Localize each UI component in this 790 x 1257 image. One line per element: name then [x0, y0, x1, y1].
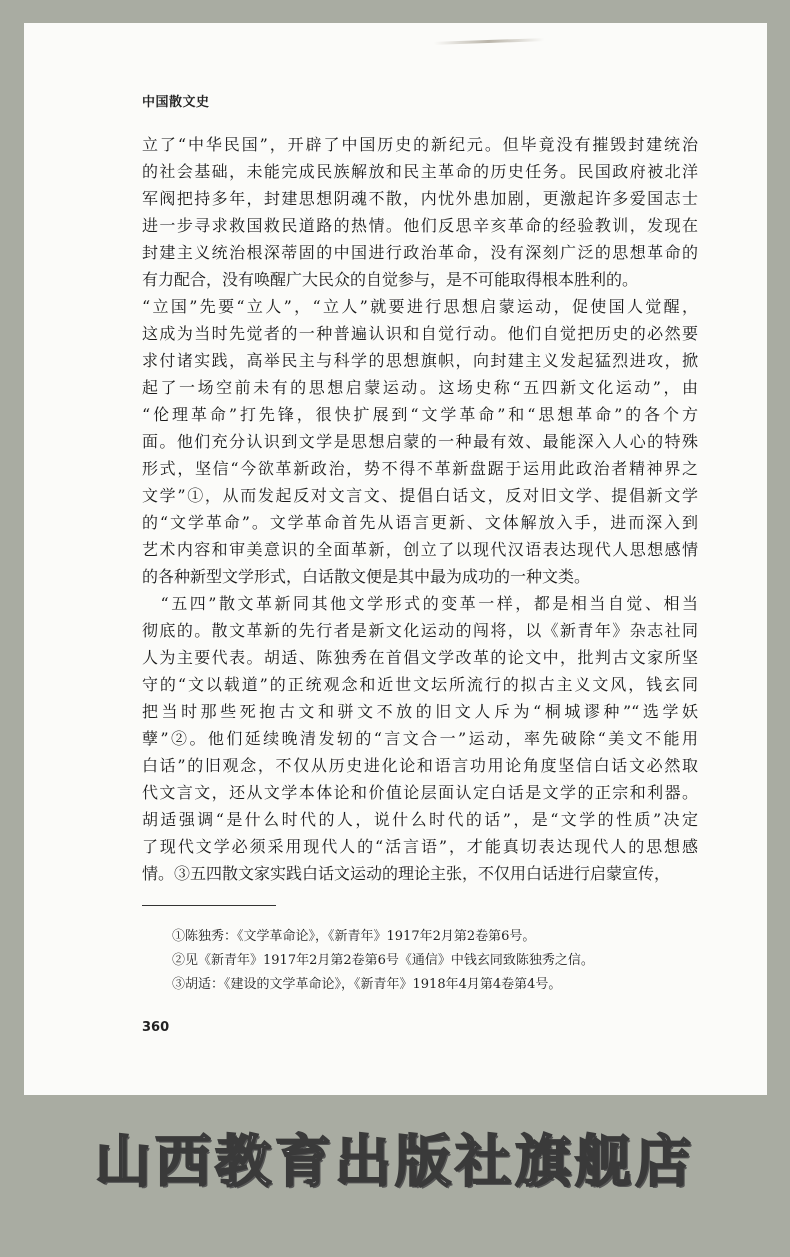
body-line: 的社会基础，未能完成民族解放和民主革命的历史任务。民国政府被北洋 [142, 162, 698, 181]
body-line: 面。他们充分认识到文学是思想启蒙的一种最有效、最能深入人心的特殊 [142, 432, 698, 451]
footnote-rule [142, 905, 276, 906]
body-line: 起了一场空前未有的思想启蒙运动。这场史称“五四新文化运动”，由 [142, 378, 698, 397]
store-banner: 山西教育出版社旗舰店 [95, 1130, 695, 1195]
body-line: 守的“文以载道”的正统观念和近世文坛所流行的拟古主义文风，钱玄同 [142, 675, 698, 694]
body-line: 进一步寻求救国救民道路的热情。他们反思辛亥革命的经验教训，发现在 [142, 216, 698, 235]
body-line: 立了“中华民国”，开辟了中国历史的新纪元。但毕竟没有摧毁封建统治 [142, 135, 698, 154]
book-page [24, 23, 767, 1095]
body-line: 这成为当时先觉者的一种普遍认识和自觉行动。他们自觉把历史的必然要 [142, 324, 698, 343]
body-line: 形式，坚信“今欲革新政治，势不得不革新盘踞于运用此政治者精神界之 [142, 459, 698, 478]
body-line: 胡适强调“是什么时代的人，说什么时代的话”，是“文学的性质”决定 [142, 810, 698, 829]
body-line: 白话”的旧观念，不仅从历史进化论和语言功用论角度坚信白话文必然取 [142, 756, 698, 775]
body-line: “立国”先要“立人”，“立人”就要进行思想启蒙运动，促使国人觉醒， [142, 297, 698, 316]
body-line: 艺术内容和审美意识的全面革新，创立了以现代汉语表达现代人思想感情 [142, 540, 698, 559]
body-line: 孽”②。他们延续晚清发轫的“言文合一”运动，率先破除“美文不能用 [142, 729, 698, 748]
body-text [142, 131, 698, 887]
body-line: 有力配合，没有唤醒广大民众的自觉参与，是不可能取得根本胜利的。 [142, 270, 639, 289]
body-line: 的“文学革命”。文学革命首先从语言更新、文体解放入手，进而深入到 [142, 513, 698, 532]
body-line: 代文言文，还从文学本体论和价值论层面认定白话是文学的正宗和利器。 [142, 783, 698, 802]
body-line: 情。③五四散文家实践白话文运动的理论主张，不仅用白话进行启蒙宣传， [142, 864, 671, 883]
body-line: “伦理革命”打先锋，很快扩展到“文学革命”和“思想革命”的各个方 [142, 405, 698, 424]
body-line: “五四”散文革新同其他文学形式的变革一样，都是相当自觉、相当 [142, 594, 698, 613]
running-head: 中国散文史 [142, 95, 210, 110]
body-line: 把当时那些死抱古文和骈文不放的旧文人斥为“桐城谬种”“选学妖 [142, 702, 698, 721]
body-line: 文学”①，从而发起反对文言文、提倡白话文，反对旧文学、提倡新文学 [142, 486, 698, 505]
body-line: 求付诸实践，高举民主与科学的思想旗帜，向封建主义发起猛烈进攻，掀 [142, 351, 698, 370]
body-line: 彻底的。散文革新的先行者是新文化运动的闯将，以《新青年》杂志社同 [142, 621, 698, 640]
scan-smudge [434, 38, 544, 45]
footnote: ③胡适：《建设的文学革命论》，《新青年》1918年4月第4卷第4号。 [172, 977, 562, 992]
body-line: 军阀把持多年，封建思想阴魂不散，内忧外患加剧，更激起许多爱国志士 [142, 189, 698, 208]
body-line: 的各种新型文学形式，白话散文便是其中最为成功的一种文类。 [142, 567, 591, 586]
body-line: 了现代文学必须采用现代人的“活言语”，才能真切表达现代人的思想感 [142, 837, 698, 856]
body-line: 人为主要代表。胡适、陈独秀在首倡文学改革的论文中，批判古文家所坚 [142, 648, 698, 667]
page-number: 360 [142, 1020, 170, 1035]
footnote: ①陈独秀：《文学革命论》，《新青年》1917年2月第2卷第6号。 [172, 929, 536, 944]
footnotes [172, 925, 732, 997]
footnote: ②见《新青年》1917年2月第2卷第6号《通信》中钱玄同致陈独秀之信。 [172, 953, 594, 968]
body-line: 封建主义统治根深蒂固的中国进行政治革命，没有深刻广泛的思想革命的 [142, 243, 698, 262]
